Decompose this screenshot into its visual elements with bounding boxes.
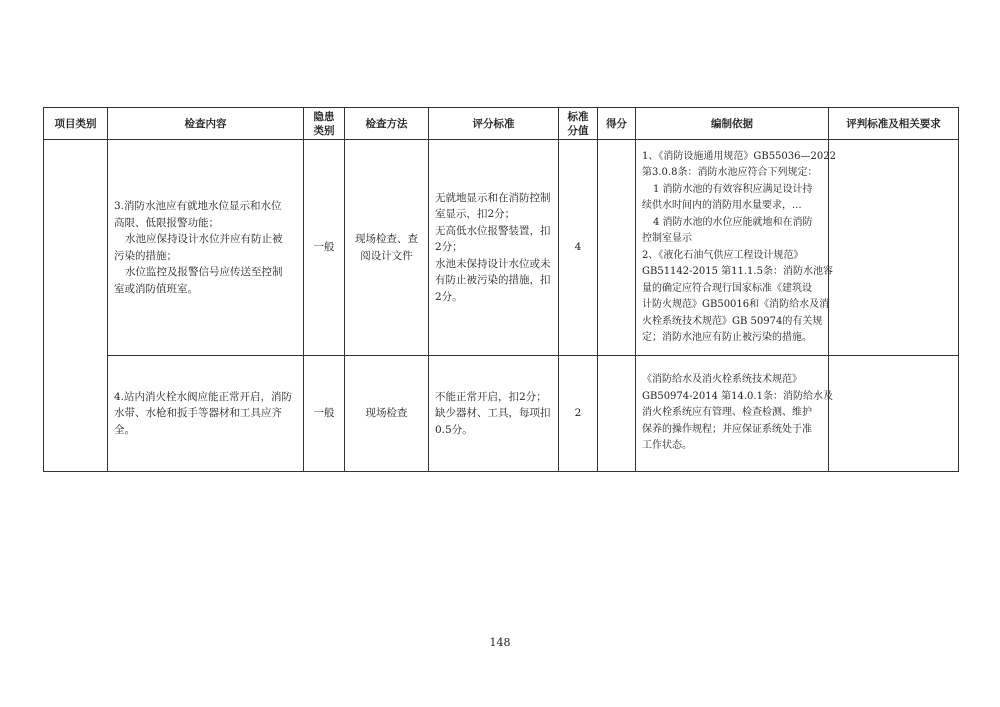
content-cell [108,140,304,356]
inspection-table [43,107,959,472]
score-cell [598,356,636,472]
basis-line: 4 消防水池的水位应能就地和在消防 [653,216,813,228]
scoring-line: 2分。 [435,290,463,303]
header-scoring: 评分标准 [429,108,559,140]
content-line: 水带、水枪和扳手等器材和工具应齐 [114,407,282,420]
basis-line: GB50974-2014 第14.0.1条：消防给水及 [642,390,833,402]
basis-line: 定；消防水池应有防止被污染的措施。 [642,332,812,343]
basis-line: 计防火规范》GB50016和《消防给水及消 [642,299,830,310]
header-points: 标准 分值 [559,108,598,140]
scoring-line: 室显示，扣2分； [435,208,516,221]
header-content: 检查内容 [108,108,304,140]
scoring-line: 无就地显示和在消防控制 [435,191,551,204]
content-line: 3.消防水池应有就地水位显示和水位 [114,200,282,212]
basis-line: 续供水时间内的消防用水量要求，... [642,200,802,211]
scoring-line: 缺少器材、工具，每项扣 [435,407,551,420]
requirements-cell [829,356,959,472]
content-line: 4.站内消火栓水阀应能正常开启，消防 [114,390,293,403]
header-basis: 编制依据 [636,108,829,140]
hazard-cell: 一般 [304,140,345,356]
points-cell: 4 [559,140,598,356]
basis-line: 火栓系统技术规范》GB 50974的有关规 [642,315,823,327]
header-score: 得分 [598,108,636,140]
basis-line: 1、《消防设施通用规范》GB55036—2022 [642,150,836,162]
basis-line: 第3.0.8条：消防水池应符合下列规定： [642,167,818,178]
basis-line: GB51142-2015 第11.1.5条：消防水池容 [642,266,833,277]
basis-line: 工作状态。 [642,440,692,452]
content-line: 水池应保持设计水位并应有防止被 [125,233,283,245]
basis-cell [636,356,833,472]
header-hazard-type: 隐患 类别 [304,108,345,140]
points-cell: 2 [559,356,598,472]
content-line: 高限、低限报警功能； [114,216,219,229]
category-cell [44,140,108,472]
header-row [44,108,959,140]
table-row [44,140,959,356]
requirements-cell [829,140,959,356]
basis-line: 控制室显示 [642,233,692,244]
content-cell [108,356,304,472]
content-line: 污染的措施； [114,249,177,262]
method-cell [345,140,429,356]
method-line: 现场检查、查 [355,233,418,245]
content-line: 室或消防值班室。 [114,282,198,295]
method-line: 阅设计文件 [360,249,413,262]
scoring-line: 2分； [435,241,463,254]
basis-line: 《消防给水及消火栓系统技术规范》 [642,374,802,386]
header-category: 项目类别 [44,108,108,140]
basis-line: 消火栓系统应有管理、检查检测、维护 [642,407,812,419]
basis-line: 保养的操作规程；并应保证系统处于准 [642,423,812,435]
method-line: 现场检查 [365,407,408,420]
content-line: 水位监控及报警信号应传送至控制 [125,266,283,278]
hazard-cell: 一般 [304,356,345,472]
score-cell [598,140,636,356]
scoring-line: 无高低水位报警装置，扣 [435,224,551,237]
basis-cell [636,140,836,356]
scoring-cell [429,356,559,472]
content-line: 全。 [114,423,135,436]
scoring-cell [429,140,559,356]
method-cell [345,356,429,472]
basis-line: 量的确定应符合现行国家标准《建筑设 [642,282,812,294]
scoring-line: 水池未保持设计水位或未 [435,257,551,270]
basis-line: 1 消防水池的有效容积应满足设计持 [653,183,813,195]
scoring-line: 0.5分。 [435,423,473,436]
basis-line: 2、《液化石油气供应工程设计规范》 [642,249,804,261]
page-number: 148 [489,636,511,649]
scoring-line: 有防止被污染的措施，扣 [435,274,551,287]
table-row [44,356,959,472]
header-method: 检查方法 [345,108,429,140]
header-requirements: 评判标准及相关要求 [829,108,959,140]
scoring-line: 不能正常开启，扣2分； [435,390,547,403]
